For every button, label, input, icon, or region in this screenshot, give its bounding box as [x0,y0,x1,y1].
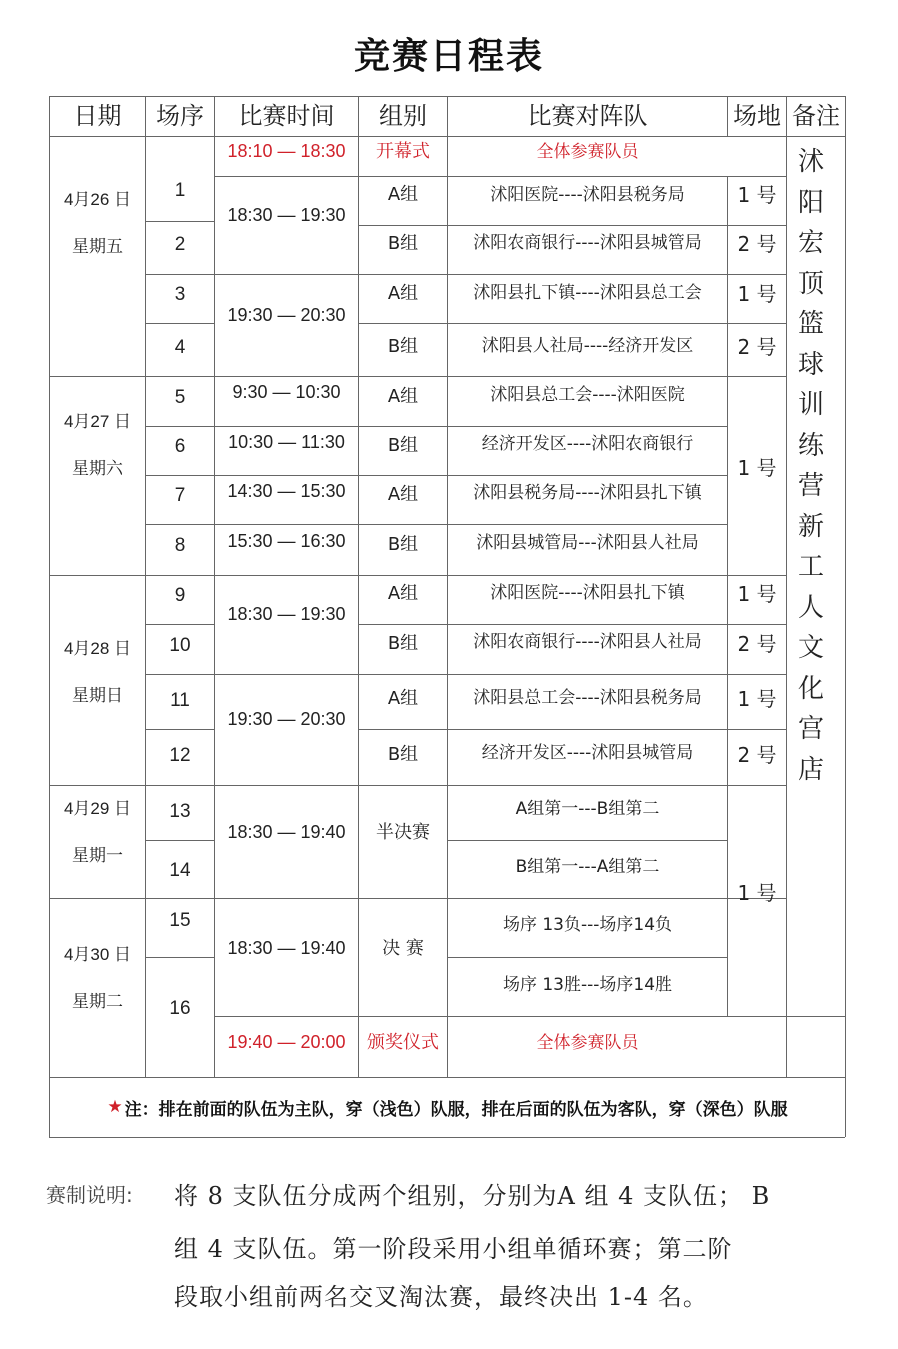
match-time: 19:30 — 20:30 [227,305,346,326]
match-time: 19:30 — 20:30 [227,709,346,730]
group-label: B组 [387,534,419,556]
match-number: 13 [169,800,191,822]
match-number: 10 [169,634,191,656]
date-label: 4月30 日 [63,944,132,964]
matchup: 沭阳县税务局----沭阳县扎下镇 [473,482,702,503]
group-label: A组 [387,283,419,305]
date-label: 4月28 日 [63,638,132,658]
matchup: 沭阳县城管局---沭阳县人社局 [476,532,699,553]
match-time: 18:30 — 19:30 [227,205,346,226]
page-title: 竞赛日程表 [353,36,544,77]
date-label: 4月29 日 [63,798,132,818]
venue: 2 号 [737,632,777,656]
closing-label: 颁奖仪式 [367,1032,439,1054]
match-time: 10:30 — 11:30 [228,432,345,453]
group-label: A组 [387,184,419,206]
group-label: A组 [387,688,419,710]
closing-time: 19:40 — 20:00 [227,1032,346,1053]
weekday-label: 星期一 [72,845,123,866]
match-number: 16 [169,997,191,1019]
venue: 1 号 [737,456,777,480]
rules-line-3: 段取小组前两名交叉淘汰赛，最终决出 1-4 名。 [174,1283,708,1311]
venue: 1 号 [737,582,777,606]
match-number: 14 [169,859,191,881]
group-label: A组 [387,386,419,408]
closing-participants: 全体参赛队员 [536,1032,639,1053]
star-icon: ★ [107,1097,123,1117]
header-venue: 场地 [733,102,781,131]
venue: 1 号 [737,282,777,306]
matchup: A组第一---B组第二 [515,798,660,819]
match-number: 12 [169,744,191,766]
match-time: 15:30 — 16:30 [227,531,346,552]
weekday-label: 星期六 [72,458,123,479]
match-number: 6 [174,435,186,457]
match-time: 14:30 — 15:30 [227,481,346,502]
matchup: 沭阳农商银行----沭阳县人社局 [473,631,702,652]
match-number: 7 [174,484,186,506]
group-label: B组 [387,233,419,255]
match-time: 18:30 — 19:30 [227,604,346,625]
match-number: 1 [174,179,186,201]
remark-text: 沭阳宏顶篮球训练营 新工人文化宫店 [797,147,824,785]
group-label: A组 [387,484,419,506]
header-match-number: 场序 [156,102,204,131]
venue: 2 号 [737,743,777,767]
match-time: 18:30 — 19:40 [227,822,346,843]
match-number: 11 [170,689,190,711]
matchup: 沭阳医院----沭阳县扎下镇 [490,582,685,603]
group-label: B组 [387,435,419,457]
matchup: 经济开发区----沭阳农商银行 [481,433,694,454]
header-time: 比赛时间 [238,102,335,131]
match-time: 18:30 — 19:40 [227,938,346,959]
matchup: 沭阳县总工会----沭阳医院 [490,384,685,405]
header-group: 组别 [379,102,427,131]
matchup: 沭阳农商银行----沭阳县城管局 [473,232,702,253]
venue: 1 号 [737,183,777,207]
match-time: 9:30 — 10:30 [232,382,341,403]
match-number: 2 [174,233,186,255]
match-number: 8 [174,534,186,556]
venue: 1 号 [737,881,777,905]
venue: 2 号 [737,232,777,256]
matchup: 场序 13胜---场序14胜 [502,974,673,995]
uniform-note-text: 注：排在前面的队伍为主队，穿（浅色）队服，排在后面的队伍为客队，穿（深色）队服 [124,1099,788,1120]
venue: 1 号 [737,687,777,711]
group-label: B组 [387,744,419,766]
matchup: 沭阳县扎下镇----沭阳县总工会 [473,282,702,303]
group-label: B组 [387,633,419,655]
opening-time: 18:10 — 18:30 [227,141,346,162]
weekday-label: 星期五 [72,236,123,257]
matchup: B组第一---A组第二 [515,856,660,877]
match-number: 5 [174,386,186,408]
venue: 2 号 [737,335,777,359]
group-label: 决 赛 [382,938,424,960]
rules-line-2: 组 4 支队伍。第一阶段采用小组单循环赛；第二阶 [174,1235,733,1263]
match-number: 9 [174,584,186,606]
date-label: 4月27 日 [63,411,132,431]
weekday-label: 星期日 [72,685,123,706]
matchup: 沭阳县人社局----经济开发区 [481,335,694,356]
group-label: A组 [387,583,419,605]
rules-label: 赛制说明: [46,1183,133,1207]
date-label: 4月26 日 [63,189,132,209]
weekday-label: 星期二 [72,991,123,1012]
group-label: 半决赛 [376,822,430,844]
matchup: 沭阳县总工会----沭阳县税务局 [473,687,702,708]
matchup: 场序 13负---场序14负 [502,914,673,935]
header-date: 日期 [73,102,122,131]
matchup: 经济开发区----沭阳县城管局 [481,742,694,763]
uniform-note [50,1077,845,1137]
header-matchup: 比赛对阵队 [527,102,648,131]
opening-label: 开幕式 [376,141,430,163]
header-remark: 备注 [792,102,840,131]
match-number: 3 [174,283,186,305]
rules-line-1: 将 8 支队伍分成两个组别，分别为A 组 4 支队伍； B [174,1182,771,1210]
match-number: 15 [169,909,191,931]
opening-participants: 全体参赛队员 [536,141,639,162]
group-label: B组 [387,336,419,358]
matchup: 沭阳医院----沭阳县税务局 [490,184,685,205]
match-number: 4 [174,336,186,358]
